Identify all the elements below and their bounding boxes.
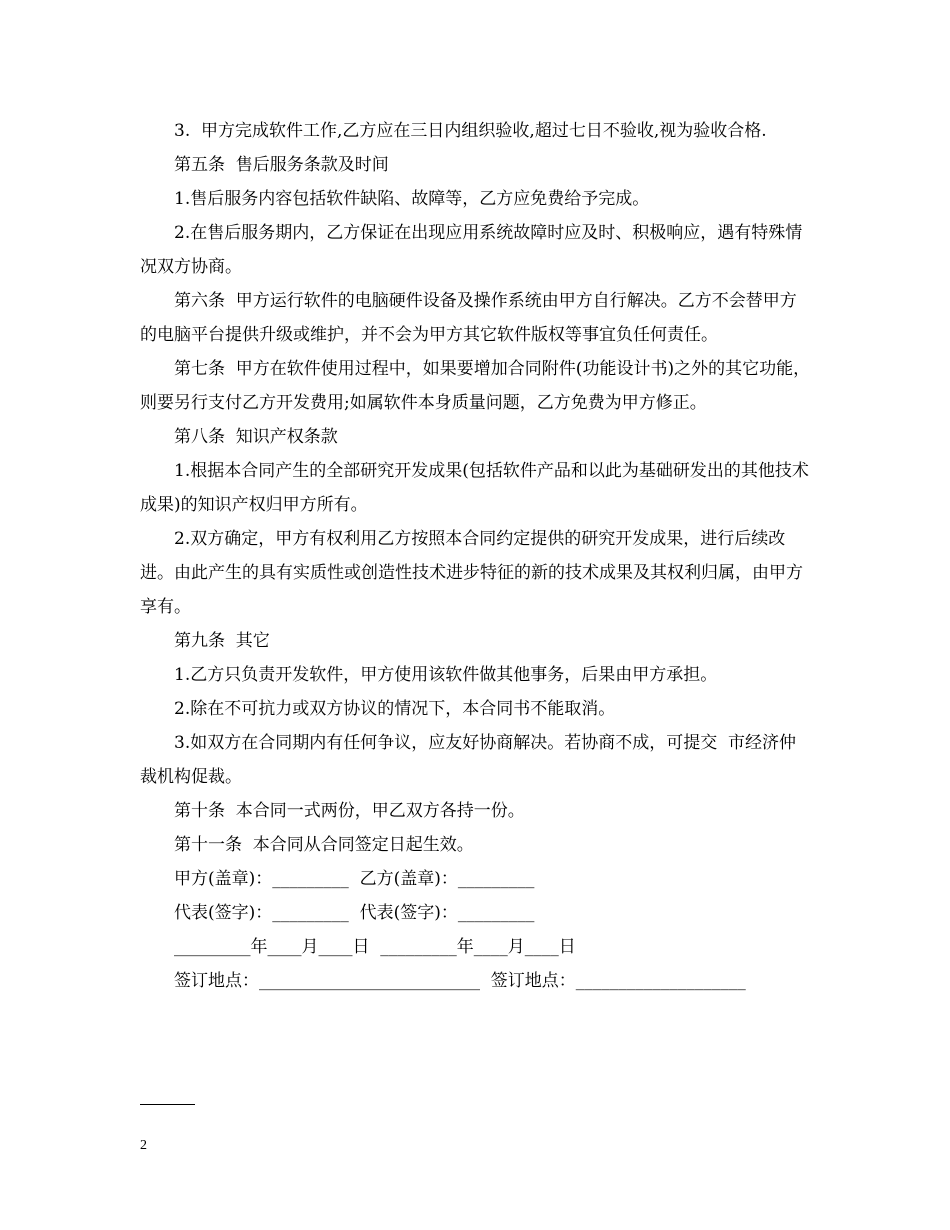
article-11: 第十一条 本合同从合同签定日起生效。 (174, 835, 474, 855)
article-5-item-2: 2.在售后服务期内，乙方保证在出现应用系统故障时应及时、积极响应，遇有特殊情况双方协商。 (140, 223, 803, 277)
page-number: 2 (140, 1138, 147, 1153)
article-9-heading: 第九条 其它 (174, 631, 270, 651)
article-8-heading: 第八条 知识产权条款 (174, 427, 338, 447)
article-7: 第七条 甲方在软件使用过程中，如果要增加合同附件(功能设计书)之外的其它功能，则要另行支付乙方开发费用;如属软件本身质量问题，乙方免费为甲方修正。 (140, 359, 811, 413)
article-9-item-1: 1.乙方只负责开发软件，甲方使用该软件做其他事务，后果由甲方承担。 (174, 665, 718, 685)
article-10: 第十条 本合同一式两份，甲乙双方各持一份。 (174, 801, 525, 821)
representative-signature-line: 代表(签字)：_________ 代表(签字)：_________ (174, 903, 535, 923)
article-9-item-2: 2.除在不可抗力或双方协议的情况下，本合同书不能取消。 (174, 699, 616, 719)
article-8-item-1: 1.根据本合同产生的全部研究开发成果(包括软件产品和以此为基础研发出的其他技术成果)的知识产权归甲方所有。 (140, 461, 809, 515)
article-8-item-2: 2.双方确定，甲方有权利用乙方按照本合同约定提供的研究开发成果，进行后续改进。由此产生的具有实质性或创造性技术进步特征的新的技术成果及其权利归属，由甲方享有。 (140, 529, 803, 617)
contract-body (140, 114, 812, 998)
article-6: 第六条 甲方运行软件的电脑硬件设备及操作系统由甲方自行解决。乙方不会替甲方的电脑平台提供升级或维护，并不会为甲方其它软件版权等事宜负任何责任。 (140, 291, 797, 345)
continuation-underline (140, 1104, 195, 1105)
clause-4-item-3: 3. 甲方完成软件工作,乙方应在三日内组织验收,超过七日不验收,视为验收合格. (174, 121, 767, 141)
article-5-item-1: 1.售后服务内容包括软件缺陷、故障等，乙方应免费给予完成。 (174, 189, 650, 209)
article-5-heading: 第五条 售后服务条款及时间 (174, 155, 389, 175)
article-9-item-3: 3.如双方在合同期内有任何争议，应友好协商解决。若协商不成，可提交 市经济仲裁机构促裁。 (140, 733, 797, 787)
signing-place-line: 签订地点：__________________________ 签订地点：____________________ (174, 971, 746, 991)
date-line: _________年____月____日 _________年____月____日 (174, 937, 576, 957)
seal-line: 甲方(盖章)：_________ 乙方(盖章)：_________ (174, 869, 535, 889)
